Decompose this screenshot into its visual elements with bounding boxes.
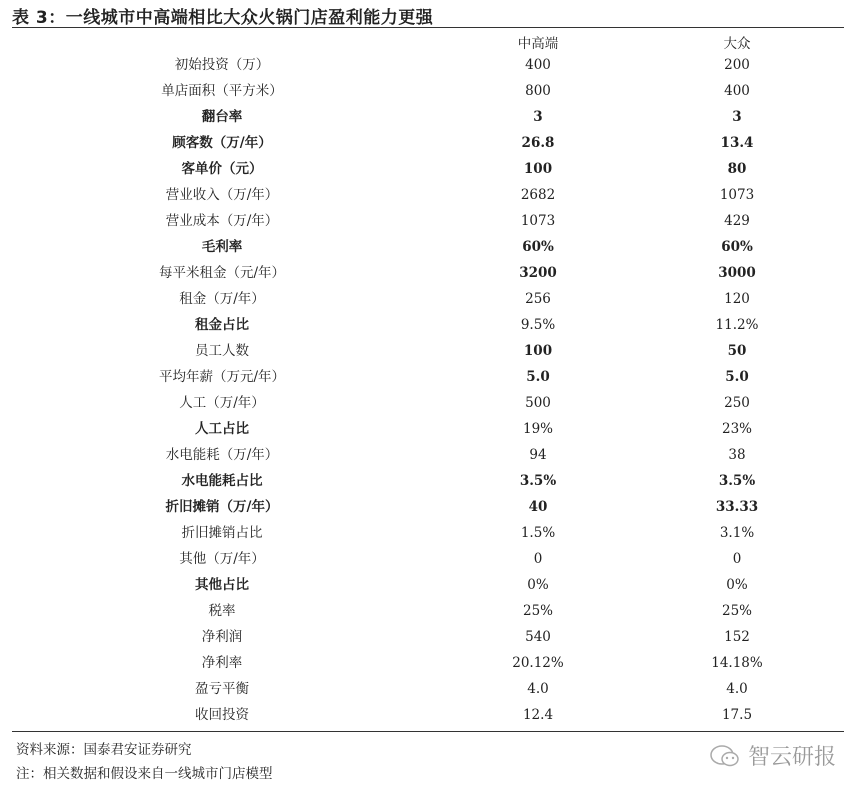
top-rule: [12, 27, 844, 28]
premium-value: 3: [533, 109, 543, 125]
row-label: 单店面积（平方米）: [161, 83, 283, 99]
table-row: [0, 702, 854, 728]
table-row: [0, 546, 854, 572]
table-row: [0, 312, 854, 338]
mass-value: 400: [724, 83, 750, 99]
table-row: [0, 624, 854, 650]
table-row: [0, 572, 854, 598]
premium-value: 0%: [527, 577, 549, 593]
mass-value: 50: [727, 343, 747, 359]
premium-value: 20.12%: [512, 655, 564, 671]
table-row: [0, 130, 854, 156]
row-label: 毛利率: [201, 239, 243, 255]
mass-value: 3000: [718, 265, 756, 281]
column-header-mass: 大众: [723, 36, 751, 52]
row-label: 折旧摊销占比: [181, 525, 263, 541]
table-row: [0, 442, 854, 468]
row-label: 净利率: [201, 655, 243, 671]
mass-value: 4.0: [726, 681, 748, 697]
mass-value: 23%: [721, 421, 752, 437]
bottom-rule: [12, 731, 844, 732]
row-label: 税率: [208, 603, 236, 619]
row-label: 人工占比: [195, 421, 249, 437]
premium-value: 94: [529, 447, 547, 463]
row-label: 顾客数（万/年）: [172, 135, 272, 151]
row-label: 水电能耗占比: [181, 473, 263, 489]
premium-value: 25%: [522, 603, 553, 619]
row-label: 水电能耗（万/年）: [165, 447, 279, 463]
row-label: 营业成本（万/年）: [165, 213, 279, 229]
premium-value: 19%: [522, 421, 553, 437]
row-label: 平均年薪（万元/年）: [158, 369, 286, 385]
wechat-icon: [708, 743, 742, 769]
table-row: [0, 598, 854, 624]
source-note: 资料来源：国泰君安证券研究: [16, 742, 192, 758]
mass-value: 3: [732, 109, 742, 125]
row-label: 其他占比: [195, 577, 249, 593]
mass-value: 5.0: [725, 369, 749, 385]
mass-value: 80: [727, 161, 747, 177]
premium-value: 9.5%: [520, 317, 556, 333]
watermark: [708, 740, 836, 771]
row-label: 收回投资: [195, 707, 249, 723]
table-row: [0, 208, 854, 234]
table-row: [0, 364, 854, 390]
table-row: [0, 52, 854, 78]
footnote: 注：相关数据和假设来自一线城市门店模型: [16, 766, 273, 782]
premium-value: 1073: [520, 213, 556, 229]
row-label: 其他（万/年）: [179, 551, 265, 567]
premium-value: 1.5%: [520, 525, 556, 541]
premium-value: 100: [523, 343, 553, 359]
watermark-text: 智云研报: [748, 745, 837, 770]
column-header-premium: 中高端: [517, 36, 559, 52]
table-row: [0, 338, 854, 364]
mass-value: 429: [724, 213, 750, 229]
mass-value: 60%: [721, 239, 753, 255]
premium-value: 12.4: [522, 707, 554, 723]
premium-value: 0: [533, 551, 543, 567]
table-row: [0, 676, 854, 702]
mass-value: 3.5%: [718, 473, 756, 489]
row-label: 客单价（元）: [181, 161, 263, 177]
mass-value: 0: [732, 551, 742, 567]
row-label: 净利润: [201, 629, 243, 645]
premium-value: 40: [528, 499, 548, 515]
table-row: [0, 494, 854, 520]
premium-value: 400: [525, 57, 551, 73]
table-row: [0, 260, 854, 286]
premium-value: 800: [525, 83, 551, 99]
premium-value: 500: [525, 395, 551, 411]
table-row: [0, 416, 854, 442]
table-row: [0, 234, 854, 260]
mass-value: 1073: [719, 187, 755, 203]
mass-value: 38: [728, 447, 746, 463]
table-row: [0, 520, 854, 546]
premium-value: 3200: [519, 265, 557, 281]
premium-value: 5.0: [526, 369, 550, 385]
table-row: [0, 286, 854, 312]
premium-value: 3.5%: [519, 473, 557, 489]
premium-value: 256: [525, 291, 551, 307]
table-row: [0, 650, 854, 676]
table-row: [0, 78, 854, 104]
row-label: 租金（万/年）: [179, 291, 265, 307]
table-row: [0, 390, 854, 416]
row-label: 盈亏平衡: [195, 681, 249, 697]
mass-value: 17.5: [721, 707, 753, 723]
mass-value: 200: [724, 57, 750, 73]
mass-value: 152: [724, 629, 750, 645]
table-title: 表 3：一线城市中高端相比大众火锅门店盈利能力更强: [12, 8, 434, 28]
premium-value: 100: [523, 161, 553, 177]
mass-value: 33.33: [715, 499, 759, 515]
mass-value: 250: [724, 395, 750, 411]
premium-value: 26.8: [521, 135, 555, 151]
row-label: 员工人数: [195, 343, 249, 359]
table-row: [0, 104, 854, 130]
premium-value: 2682: [520, 187, 556, 203]
row-label: 折旧摊销（万/年）: [165, 499, 279, 515]
row-label: 翻台率: [201, 109, 243, 125]
premium-value: 4.0: [527, 681, 549, 697]
premium-value: 60%: [522, 239, 554, 255]
mass-value: 0%: [726, 577, 748, 593]
mass-value: 11.2%: [715, 317, 759, 333]
mass-value: 25%: [721, 603, 752, 619]
table-row: [0, 182, 854, 208]
table-row: [0, 468, 854, 494]
row-label: 租金占比: [195, 317, 249, 333]
mass-value: 14.18%: [711, 655, 763, 671]
row-label: 人工（万/年）: [179, 395, 265, 411]
mass-value: 3.1%: [719, 525, 755, 541]
row-label: 初始投资（万）: [174, 57, 270, 73]
mass-value: 120: [724, 291, 750, 307]
mass-value: 13.4: [720, 135, 754, 151]
table-row: [0, 156, 854, 182]
premium-value: 540: [525, 629, 551, 645]
row-label: 每平米租金（元/年）: [158, 265, 286, 281]
row-label: 营业收入（万/年）: [165, 187, 279, 203]
